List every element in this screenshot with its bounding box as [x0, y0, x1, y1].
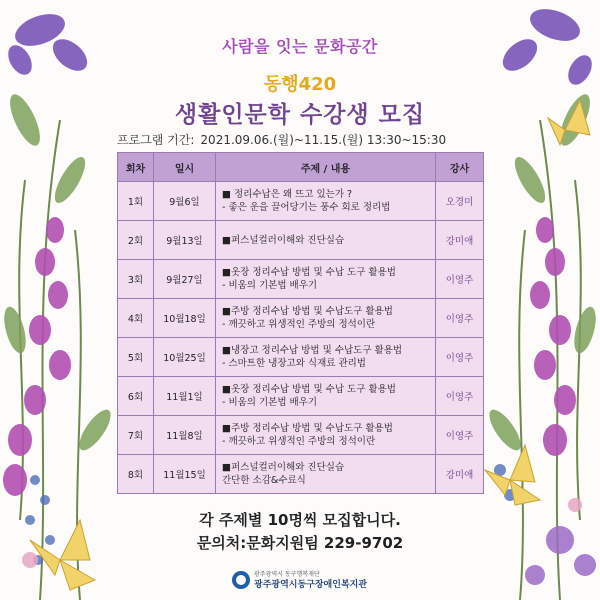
topic-cell — [216, 221, 436, 260]
table-row — [118, 182, 484, 221]
table-row — [118, 338, 484, 377]
header-session: 회차 — [118, 153, 154, 182]
logo-mark-icon — [232, 571, 250, 589]
table-row — [118, 260, 484, 299]
topic-line-2: - 깨끗하고 위생적인 주방의 정석이란 — [222, 319, 376, 330]
topic-cell — [216, 455, 436, 494]
table-header-row — [118, 153, 484, 182]
topic-line-1: ■주방 정리수납 방법 및 수납도구 활용법 — [222, 423, 393, 434]
table-row — [118, 416, 484, 455]
date-cell: 9월6일 — [154, 182, 216, 221]
date-cell: 11월8일 — [154, 416, 216, 455]
topic-line-1: ■옷장 정리수납 방법 및 수납 도구 활용법 — [222, 267, 396, 278]
session-cell: 7회 — [118, 416, 154, 455]
poster-subtitle: 사람을 잇는 문화공간 — [222, 37, 378, 56]
teacher-cell: 이영주 — [436, 260, 484, 299]
topic-line-1: ■냉장고 정리수납 방법 및 수납도구 활용법 — [222, 345, 403, 356]
table-row — [118, 455, 484, 494]
topic-line-2: 간단한 소감&수료식 — [222, 475, 306, 486]
teacher-cell: 강미애 — [436, 221, 484, 260]
date-cell: 11월1일 — [154, 377, 216, 416]
date-cell: 9월27일 — [154, 260, 216, 299]
teacher-cell: 이영주 — [436, 338, 484, 377]
topic-cell — [216, 260, 436, 299]
logo-org-name: 광주광역시동구장애인복지관 — [254, 580, 368, 590]
recruit-notice: 각 주제별 10명씩 모집합니다. — [199, 511, 401, 529]
teacher-cell: 오경미 — [436, 182, 484, 221]
teacher-cell: 강미애 — [436, 455, 484, 494]
session-cell: 8회 — [118, 455, 154, 494]
header-date: 일시 — [154, 153, 216, 182]
topic-cell — [216, 182, 436, 221]
topic-line-2: - 좋은 운을 끌어당기는 풍수 회로 정리법 — [222, 202, 391, 213]
poster-title: 생활인문학 수강생 모집 — [174, 102, 426, 128]
session-cell: 4회 — [118, 299, 154, 338]
topic-cell — [216, 416, 436, 455]
schedule-table-wrapper — [117, 152, 483, 494]
organization-logo — [232, 569, 382, 593]
topic-line-1: ■주방 정리수납 방법 및 수납도구 활용법 — [222, 306, 393, 317]
date-cell: 10월25일 — [154, 338, 216, 377]
table-row — [118, 377, 484, 416]
logo-parent-org: 광주광역시 동구행복재단 — [254, 571, 320, 578]
table-row — [118, 299, 484, 338]
teacher-cell: 이영주 — [436, 299, 484, 338]
topic-line-2: - 비움의 기본법 배우기 — [222, 280, 318, 291]
topic-line-2: - 비움의 기본법 배우기 — [222, 397, 318, 408]
topic-cell — [216, 377, 436, 416]
session-cell: 3회 — [118, 260, 154, 299]
topic-line-1: ■ 정리수납은 왜 뜨고 있는가 ? — [222, 189, 353, 200]
topic-line-1: ■옷장 정리수납 방법 및 수납 도구 활용법 — [222, 384, 396, 395]
topic-line-1: ■퍼스널컬러이해와 진단실습 — [222, 234, 345, 246]
session-cell: 1회 — [118, 182, 154, 221]
header-topic: 주제 / 내용 — [216, 153, 436, 182]
topic-line-2: - 깨끗하고 위생적인 주방의 정석이란 — [222, 436, 376, 447]
period-label: 프로그램 기간: — [117, 133, 195, 147]
session-cell: 2회 — [118, 221, 154, 260]
topic-line-1: ■퍼스널컬러이해와 진단실습 — [222, 462, 345, 473]
date-cell: 11월15일 — [154, 455, 216, 494]
header-teacher: 강사 — [436, 153, 484, 182]
brand-name: 동행420 — [263, 74, 337, 95]
topic-cell — [216, 338, 436, 377]
session-cell: 6회 — [118, 377, 154, 416]
topic-line-2: - 스마트한 냉장고와 식재료 관리법 — [222, 358, 366, 369]
session-cell: 5회 — [118, 338, 154, 377]
program-period — [117, 131, 497, 148]
contact-info: 문의처:문화지원팀 229-9702 — [196, 534, 404, 552]
date-cell: 9월13일 — [154, 221, 216, 260]
teacher-cell: 이영주 — [436, 377, 484, 416]
date-cell: 10월18일 — [154, 299, 216, 338]
table-row — [118, 221, 484, 260]
period-value: 2021.09.06.(월)~11.15.(월) 13:30~15:30 — [200, 133, 447, 147]
teacher-cell: 이영주 — [436, 416, 484, 455]
schedule-table — [117, 152, 484, 494]
topic-cell — [216, 299, 436, 338]
